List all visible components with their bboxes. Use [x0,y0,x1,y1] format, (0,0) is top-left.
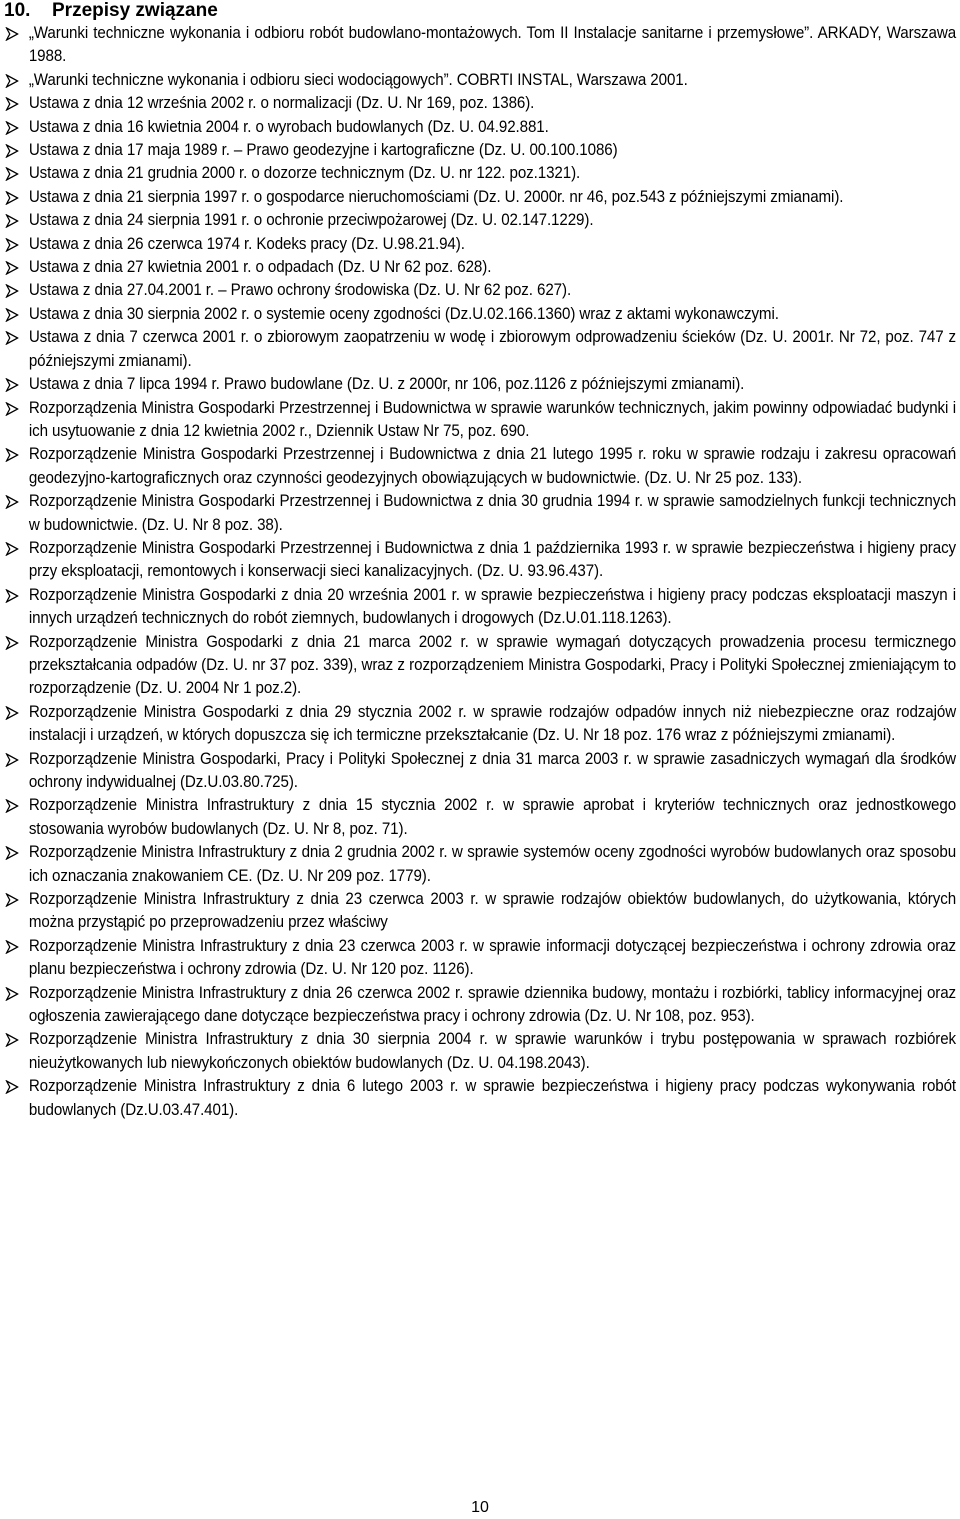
arrowhead-bullet-icon [6,261,19,275]
regulation-item [0,701,960,748]
regulation-item [0,631,960,701]
regulation-text: Ustawa z dnia 12 września 2002 r. o normalizacji (Dz. U. Nr 169, poz. 1386). [28,94,535,113]
regulation-text: Rozporządzenie Ministra Gospodarki z dnia 20 września 2001 r. w sprawie bezpieczeństwa i higieny pracy podczas eksploatacji maszyn i innych urządzeń technicznych do robót ziemnych, budowlanych i drogowych (Dz.U.01.118.1263). [28,585,957,628]
section-number: 10. [4,0,31,21]
regulation-text: „Warunki techniczne wykonania i odbioru robót budowlano-montażowych. Tom II Instalacje sanitarne i przemysłowe”. ARKADY, Warszawa 1988. [28,24,957,66]
arrowhead-bullet-icon [6,940,19,954]
regulation-item [0,841,960,888]
regulation-item [0,982,960,1029]
regulation-item [0,397,960,444]
regulation-text: Ustawa z dnia 30 sierpnia 2002 r. o systemie oceny zgodności (Dz.U.02.166.1360) wraz z aktami wykonawczymi. [28,304,779,323]
regulation-item [0,209,960,232]
regulation-text: Ustawa z dnia 24 sierpnia 1991 r. o ochronie przeciwpożarowej (Dz. U. 02.147.1229). [28,211,594,230]
section-heading [4,0,218,22]
regulation-text: Ustawa z dnia 17 maja 1989 r. – Prawo geodezyjne i kartograficzne (Dz. U. 00.100.1086) [28,141,618,160]
regulation-text: Rozporządzenie Ministra Gospodarki z dnia 29 stycznia 2002 r. w sprawie rodzajów odpadów innych niż niebezpieczne oraz rodzajów instalacji i urządzeń, w których dopuszcza się ich termiczne przekształcanie (Dz. U. Nr 18 poz. 176 wraz z późniejszymi zmianami). [28,702,957,745]
arrowhead-bullet-icon [6,1033,19,1047]
regulation-item [0,139,960,162]
arrowhead-bullet-icon [6,214,19,228]
arrowhead-bullet-icon [6,331,19,345]
regulation-item [0,537,960,584]
arrowhead-bullet-icon [6,589,19,603]
arrowhead-bullet-icon [6,144,19,158]
regulation-text: Rozporządzenie Ministra Infrastruktury z dnia 6 lutego 2003 r. w sprawie bezpieczeństwa i higieny pracy podczas wykonywania robót budowlanych (Dz.U.03.47.401). [28,1077,957,1119]
regulation-text: Rozporządzenie Ministra Infrastruktury z dnia 2 grudnia 2002 r. w sprawie systemów oceny zgodności wyrobów budowlanych oraz sposobu ich oznaczania znakowaniem CE. (Dz. U. Nr 209 poz. 1779). [28,843,957,885]
arrowhead-bullet-icon [6,308,19,322]
regulation-item [0,373,960,396]
regulation-text: Rozporządzenie Ministra Gospodarki Przestrzennej i Budownictwa z dnia 21 lutego 1995 r. roku w sprawie rodzaju i zakresu opracowań geodezyjno-kartograficznych oraz czynności geodezyjnych obowiązujących w budownictwie. (Dz. U. Nr 25 poz. 133). [28,445,957,487]
regulation-item [0,22,960,69]
regulation-item [0,162,960,185]
regulation-item [0,1075,960,1122]
regulation-item [0,116,960,139]
regulation-item [0,233,960,256]
arrowhead-bullet-icon [6,378,19,392]
regulation-item [0,303,960,326]
arrowhead-bullet-icon [6,402,19,416]
regulation-text: Ustawa z dnia 7 lipca 1994 r. Prawo budowlane (Dz. U. z 2000r, nr 106, poz.1126 z późniejszymi zmianami). [28,375,745,394]
regulation-item [0,279,960,302]
arrowhead-bullet-icon [6,636,19,650]
regulation-item [0,326,960,373]
arrowhead-bullet-icon [6,542,19,556]
arrowhead-bullet-icon [6,893,19,907]
regulation-text: Rozporządzenie Ministra Infrastruktury z dnia 26 czerwca 2002 r. sprawie dziennika budowy, montażu i rozbiórki, tablicy informacyjnej oraz ogłoszenia zawierającego dane dotyczące bezpieczeństwa pracy i ochrony zdrowia (Dz. U. Nr 108, poz. 953). [28,983,957,1026]
arrowhead-bullet-icon [6,706,19,720]
arrowhead-bullet-icon [6,121,19,135]
arrowhead-bullet-icon [6,799,19,813]
arrowhead-bullet-icon [6,753,19,767]
regulation-text: Rozporządzenie Ministra Infrastruktury z dnia 15 stycznia 2002 r. w sprawie aprobat i kryteriów technicznych oraz jednostkowego stosowania wyrobów budowlanych (Dz. U. Nr 8, poz. 71). [28,796,957,838]
regulation-item [0,443,960,490]
arrowhead-bullet-icon [6,97,19,111]
regulation-text: Ustawa z dnia 21 grudnia 2000 r. o dozorze technicznym (Dz. U. nr 122. poz.1321). [28,164,581,183]
regulation-text: Ustawa z dnia 27 kwietnia 2001 r. o odpadach (Dz. U Nr 62 poz. 628). [28,258,492,277]
regulation-text: Rozporządzenie Ministra Infrastruktury z dnia 23 czerwca 2003 r. w sprawie rodzajów obiektów budowlanych, do użytkowania, których można przystąpić po przeprowadzeniu przez właściwy [28,890,957,932]
regulation-text: Ustawa z dnia 7 czerwca 2001 r. o zbiorowym zaopatrzeniu w wodę i zbiorowym odprowadzeniu ścieków (Dz. U. 2001r. Nr 72, poz. 747 z późniejszymi zmianami). [28,328,957,370]
regulation-text: Rozporządzenie Ministra Infrastruktury z dnia 30 sierpnia 2004 r. w sprawie warunków i trybu postępowania w sprawach rozbiórek nieużytkowanych lub niewykończonych obiektów budowlanych (Dz. U. 04.198.2043). [28,1030,957,1072]
arrowhead-bullet-icon [6,74,19,88]
regulation-text: Rozporządzenie Ministra Gospodarki Przestrzennej i Budownictwa z dnia 1 października 1993 r. w sprawie bezpieczeństwa i higieny pracy przy eksploatacji, remontowych i konserwacji sieci kanalizacyjnych. (Dz. U. 93.96.437). [28,538,957,581]
regulation-text: Ustawa z dnia 21 sierpnia 1997 r. o gospodarce nieruchomościami (Dz. U. 2000r. nr 46, poz.543 z późniejszymi zmianami). [28,187,844,206]
regulation-text: Rozporządzenie Ministra Gospodarki z dnia 21 marca 2002 r. w sprawie wymagań dotyczących prowadzenia procesu termicznego przekształcania odpadów (Dz. U. nr 37 poz. 339), wraz z rozporządzeniem Ministra Gospodarki, Pracy i Polityki Społecznej zmieniającym to rozporządzenie (Dz. U. 2004 Nr 1 poz.2). [28,632,957,698]
arrowhead-bullet-icon [6,495,19,509]
regulation-text: Rozporządzenie Ministra Gospodarki Przestrzennej i Budownictwa z dnia 30 grudnia 1994 r. w sprawie samodzielnych funkcji technicznych w budownictwie. (Dz. U. Nr 8 poz. 38). [28,492,957,534]
regulation-text: Rozporządzenia Ministra Gospodarki Przestrzennej i Budownictwa w sprawie warunków technicznych, jakim powinny odpowiadać budynki i ich usytuowanie z dnia 12 kwietnia 2002 r., Dziennik Ustaw Nr 75, poz. 690. [28,398,957,440]
regulation-text: Ustawa z dnia 26 czerwca 1974 r. Kodeks pracy (Dz. U.98.21.94). [28,234,465,253]
regulation-text: Ustawa z dnia 27.04.2001 r. – Prawo ochrony środowiska (Dz. U. Nr 62 poz. 627). [28,281,572,300]
arrowhead-bullet-icon [6,167,19,181]
regulation-item [0,69,960,92]
arrowhead-bullet-icon [6,1080,19,1094]
regulations-list [0,22,960,1122]
section-title: Przepisy związane [52,0,218,21]
regulation-text: Ustawa z dnia 16 kwietnia 2004 r. o wyrobach budowlanych (Dz. U. 04.92.881. [28,117,549,136]
regulation-item [0,1028,960,1075]
regulation-item [0,748,960,795]
regulation-item [0,186,960,209]
arrowhead-bullet-icon [6,284,19,298]
regulation-item [0,92,960,115]
arrowhead-bullet-icon [6,238,19,252]
regulation-item [0,935,960,982]
regulation-item [0,794,960,841]
arrowhead-bullet-icon [6,191,19,205]
arrowhead-bullet-icon [6,846,19,860]
regulation-item [0,888,960,935]
arrowhead-bullet-icon [6,987,19,1001]
regulation-item [0,584,960,631]
regulation-item [0,490,960,537]
page-number: 10 [471,1499,489,1516]
arrowhead-bullet-icon [6,448,19,462]
regulation-item [0,256,960,279]
regulation-text: Rozporządzenie Ministra Gospodarki, Pracy i Polityki Społecznej z dnia 31 marca 2003 r. w sprawie zasadniczych wymagań dla środków ochrony indywidualnej (Dz.U.03.80.725). [28,749,957,791]
regulation-text: Rozporządzenie Ministra Infrastruktury z dnia 23 czerwca 2003 r. w sprawie informacji dotyczącej bezpieczeństwa i ochrony zdrowia oraz planu bezpieczeństwa i ochrony zdrowia (Dz. U. Nr 120 poz. 1126). [28,936,957,979]
arrowhead-bullet-icon [6,27,19,41]
regulation-text: „Warunki techniczne wykonania i odbioru sieci wodociągowych”. COBRTI INSTAL, Warszawa 2001. [28,70,688,89]
